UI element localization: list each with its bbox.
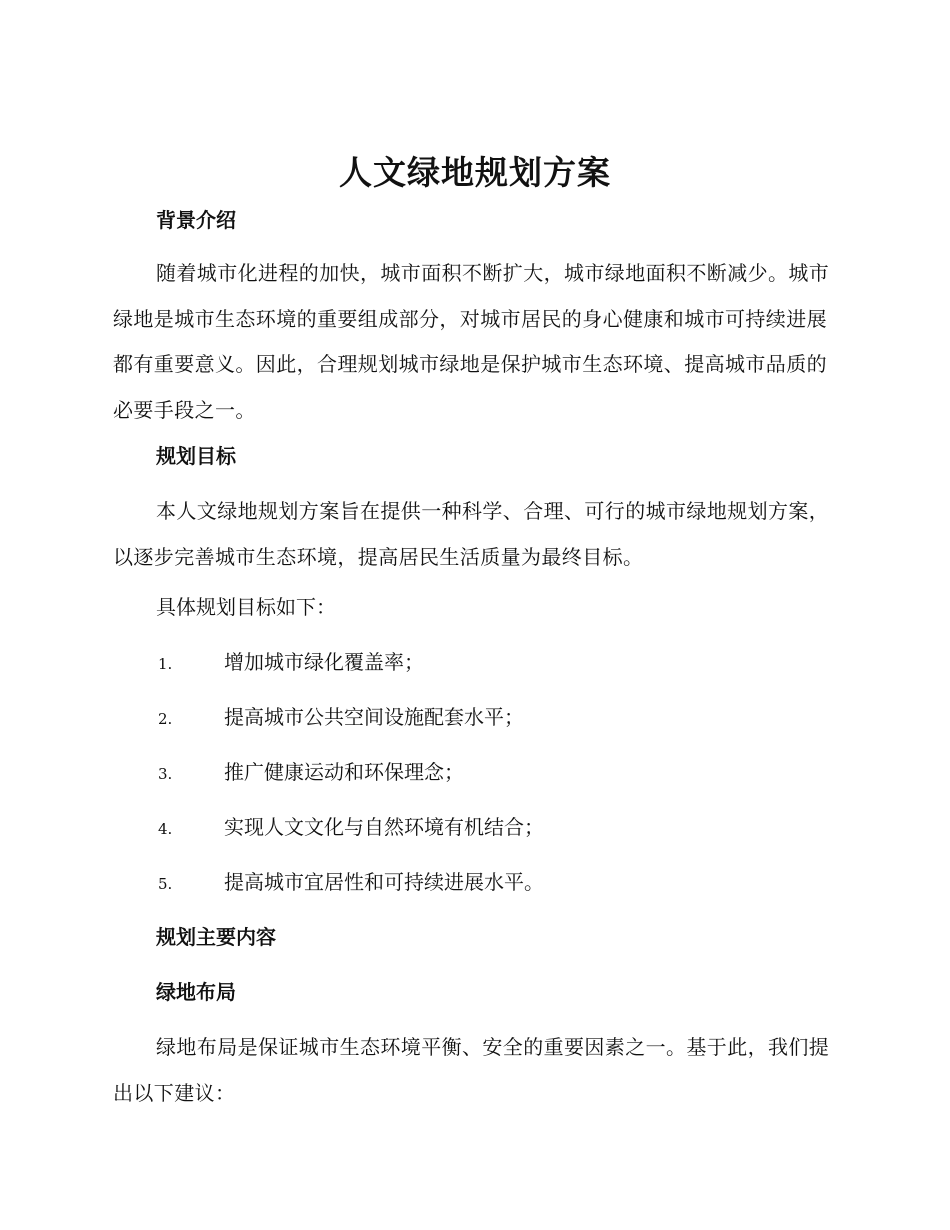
list-item-number: 4.: [158, 820, 173, 838]
section-heading-main-content: 规划主要内容: [156, 925, 276, 949]
paragraph-layout: 绿地布局是保证城市生态环境平衡、安全的重要因素之一。基于此，我们提出以下建议：: [113, 1035, 830, 1105]
list-item-number: 5.: [158, 875, 173, 893]
list-item-number: 3.: [158, 765, 173, 783]
list-item: [158, 813, 838, 841]
section-heading-layout: 绿地布局: [156, 980, 236, 1004]
list-item-text: 提高城市宜居性和可持续进展水平。: [224, 870, 544, 894]
list-item-text: 增加城市绿化覆盖率；: [224, 650, 424, 674]
list-item-number: 2.: [158, 710, 173, 728]
list-item: [158, 648, 838, 676]
paragraph-background: 随着城市化进程的加快，城市面积不断扩大，城市绿地面积不断减少。城市绿地是城市生态环境的重要组成部分，对城市居民的身心健康和城市可持续进展都有重要意义。因此，合理规划城市绿地是保护城市生态环境、提高城市品质的必要手段之一。: [113, 261, 830, 422]
list-item-text: 实现人文文化与自然环境有机结合；: [224, 815, 544, 839]
list-item-number: 1.: [158, 655, 173, 673]
document-title: 人文绿地规划方案: [339, 153, 611, 192]
list-item: [158, 758, 838, 786]
list-item: [158, 868, 838, 896]
paragraph-goals: 本人文绿地规划方案旨在提供一种科学、合理、可行的城市绿地规划方案，以逐步完善城市生态环境，提高居民生活质量为最终目标。: [113, 499, 830, 569]
section-heading-goals: 规划目标: [156, 444, 236, 468]
list-item-text: 推广健康运动和环保理念；: [224, 760, 464, 784]
goals-intro: 具体规划目标如下：: [156, 595, 336, 619]
section-heading-background: 背景介绍: [156, 208, 236, 232]
list-item-text: 提高城市公共空间设施配套水平；: [224, 705, 524, 729]
list-item: [158, 703, 838, 731]
